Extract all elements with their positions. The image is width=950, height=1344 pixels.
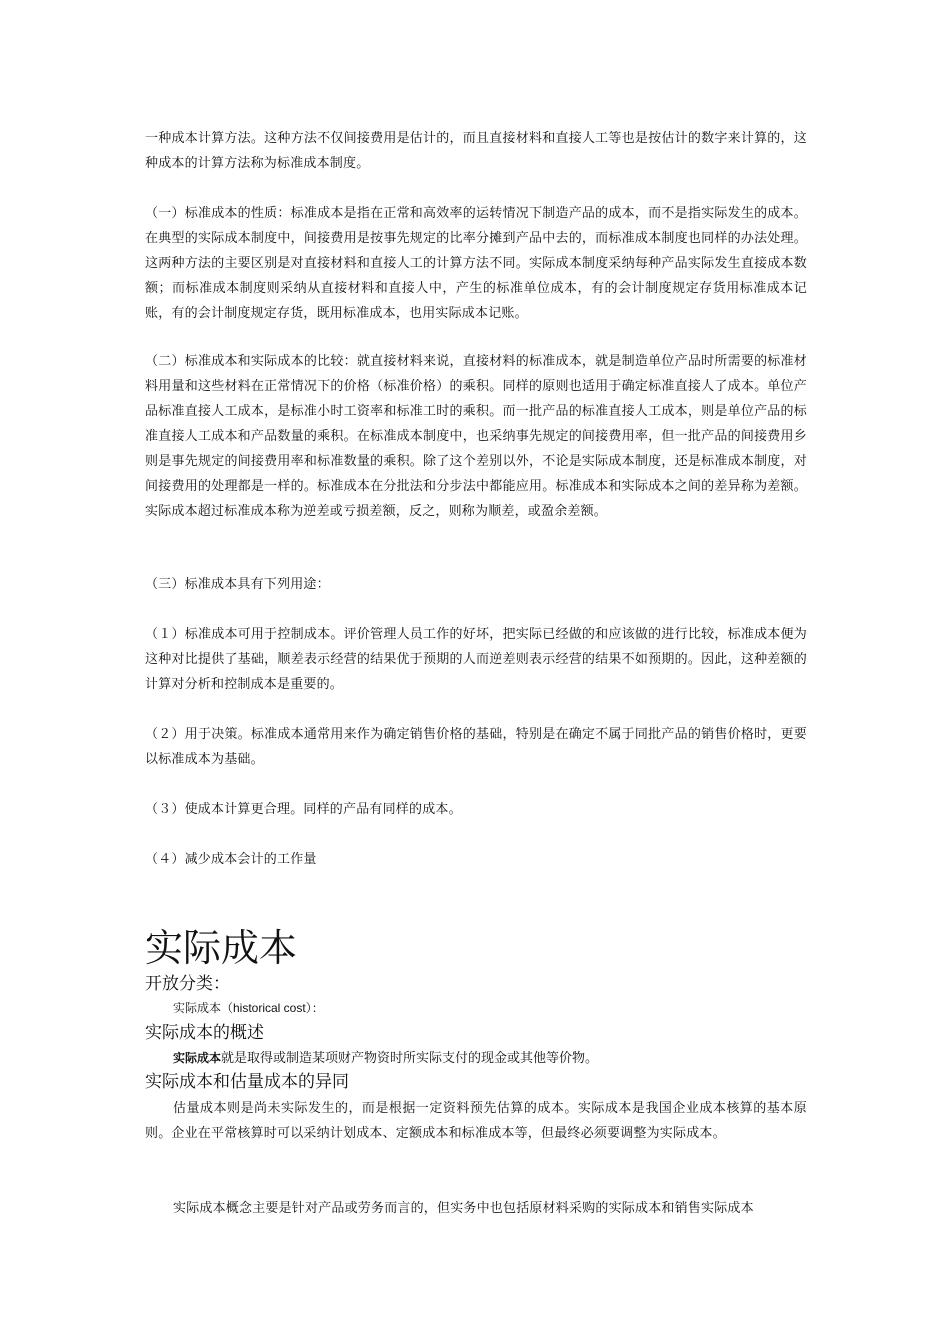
category-value: 实际成本（historical cost）：: [173, 1001, 324, 1015]
paragraph-intro: 一种成本计算方法。这种方法不仅间接费用是估计的，而且直接材料和直接人工等也是按估计的数字来计算的，这种成本的计算方法称为标准成本制度。: [145, 131, 807, 171]
paragraph-use-1: （１）标准成本可用于控制成本。评价管理人员工作的好坏，把实际已经做的和应该做的进行比较，标准成本便为这种对比提供了基础，顺差表示经营的结果优于预期的人而逆差则表示经营的结果不如预期的。因此，这种差额的计算对分析和控制成本是重要的。: [145, 627, 807, 692]
last-paragraph: 实际成本概念主要是针对产品或劳务而言的，但实务中也包括原材料采购的实际成本和销售实际成本: [173, 1201, 754, 1216]
overview-text: 就是取得或制造某项财产物资时所实际支付的现金或其他等价物。: [221, 1051, 599, 1066]
paragraph-use-4: （４）减少成本会计的工作量: [145, 852, 317, 867]
overview-heading: 实际成本的概述: [145, 1023, 264, 1043]
paragraph-uses-title: （三）标准成本具有下列用途：: [145, 577, 330, 592]
paragraph-use-3: （３）使成本计算更合理。同样的产品有同样的成本。: [145, 802, 462, 817]
paragraph-standard-vs-actual: （二）标准成本和实际成本的比较：就直接材料来说，直接材料的标准成本，就是制造单位产品时所需要的标准材料用量和这些材料在正常情况下的价格（标准价格）的乘积。同样的原则也适用于确定标准直接人了成本。单位产品标准直接人工成本，是标准小时工资率和标准工时的乘积。而一批产品的标准直接人工成本，则是单位产品的标准直接人工成本和产品数量的乘积。在标准成本制度中，也采纳事先规定的间接费用率，但一批产品的间接费用乡则是事先规定的间接费用率和标准数量的乘积。除了这个差别以外，不论是实际成本制度，还是标准成本制度，对间接费用的处理都是一样的。标准成本在分批法和分步法中都能应用。标准成本和实际成本之间的差异称为差额。实际成本超过标准成本称为逆差或亏损差额，反之，则称为顺差，或盈余差额。: [145, 354, 807, 519]
overview-paragraph: [145, 1046, 807, 1071]
paragraph-standard-cost-nature: （一）标准成本的性质：标准成本是指在正常和高效率的运转情况下制造产品的成本，而不是指实际发生的成本。在典型的实际成本制度中，间接费用是按事先规定的比率分摊到产品中去的，而标准成本制度也同样的办法处理。这两种方法的主要区别是对直接材料和直接人工的计算方法不同。实际成本制度采纳每种产品实际发生直接成本数额；而标准成本制度则采纳从直接材料和直接人中，产生的标准单位成本，有的会计制度规定存货用标准成本记账，有的会计制度规定存货，既用标准成本，也用实际成本记账。: [145, 206, 807, 321]
paragraph-use-2: （２）用于决策。标准成本通常用来作为确定销售价格的基础，特别是在确定不属于同批产品的销售价格时，更要以标准成本为基础。: [145, 727, 807, 767]
section-title: 实际成本: [145, 926, 298, 970]
compare-paragraph: 估量成本则是尚未实际发生的，而是根据一定资料预先估算的成本。实际成本是我国企业成本核算的基本原则。企业在平常核算时可以采纳计划成本、定额成本和标准成本等，但最终必须要调整为实际成本。: [145, 1101, 807, 1141]
compare-heading: 实际成本和估量成本的异同: [145, 1072, 349, 1092]
category-label: 开放分类：: [145, 974, 230, 994]
overview-term: 实际成本: [173, 1051, 222, 1065]
